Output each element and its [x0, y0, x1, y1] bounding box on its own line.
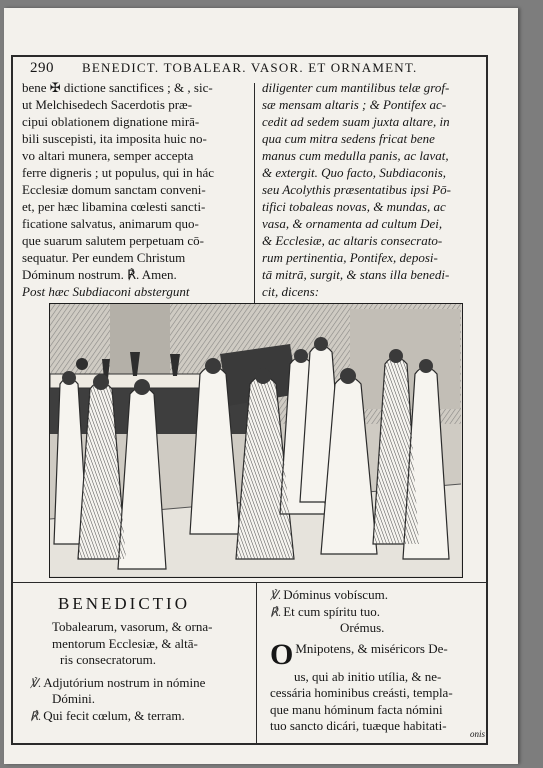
versicle-line: Dómini. — [52, 691, 95, 706]
text-line: que suarum salutem perpetuam cō- — [22, 233, 204, 248]
section-heading: BENEDICTIO — [58, 594, 190, 613]
oremus-line: Orémus. — [340, 620, 385, 635]
text-line: et, per hæc libamina cœlesti sancti- — [22, 199, 206, 214]
response-line: ℟. Qui fecit cœlum, & terram. — [30, 707, 185, 723]
versicle-mark: ℣. — [270, 588, 282, 602]
benedictio-right-column — [270, 587, 453, 735]
text-line: ut Melchisedech Sacerdotis præ- — [22, 97, 193, 112]
rubric-line: cit, dicens: — [262, 284, 320, 299]
text-line: cipui oblationem dignatione mirā- — [22, 114, 200, 129]
rubric-line: cedit ad sedem suam juxta altare, in — [262, 114, 450, 129]
drop-cap: O — [270, 637, 294, 671]
section-divider — [11, 582, 488, 583]
text-line: bili suscepisti, ita imposita huic no- — [22, 131, 207, 146]
rubric-line: & extergit. Quo facto, Subdiaconis, — [262, 165, 447, 180]
right-text-column — [262, 79, 484, 300]
prayer-line: us, qui ab initio utília, & ne- — [294, 668, 442, 684]
text-line: Ecclesiæ domum sanctam conveni- — [22, 182, 206, 197]
response-line: ℟. Et cum spíritu tuo. — [270, 603, 380, 619]
page-number: 290 — [30, 60, 54, 76]
text-line: vo altari munera, semper accepta — [22, 148, 194, 163]
text-line: ferre digneris ; ut populus, qui in hác — [22, 165, 215, 180]
versicle-mark: ℣. — [30, 675, 42, 690]
subtitle-line: ris consecratorum. — [60, 652, 157, 667]
prayer-line: tuo sancto dicári, tuæque habitati- — [270, 718, 447, 733]
rubric-line: sæ mensam altaris ; & Pontifex ac- — [262, 97, 447, 112]
rubric-line: qua cum mitra sedens fricat bene — [262, 131, 435, 146]
text-line: bene ✠ dictione sanctifices ; & , sic- — [22, 80, 213, 95]
column-divider — [254, 83, 255, 303]
engraving-illustration — [49, 303, 463, 578]
rubric-line: seu Acolythis præsentatibus ipsi Pō- — [262, 182, 451, 197]
left-text-column — [22, 79, 250, 300]
rubric-line: rum pertinentia, Pontifex, deposi- — [262, 250, 438, 265]
versicle-line: ℣. Dóminus vobíscum. — [270, 587, 388, 602]
versicle-line: ℣. Adjutórium nostrum in nómine — [30, 674, 206, 690]
rubric-line: & Ecclesiæ, ac altaris consecrato- — [262, 233, 443, 248]
rubric-line: vasa, & ornamenta ad cultum Dei, — [262, 216, 443, 231]
subtitle-line: mentorum Ecclesiæ, & altā- — [52, 635, 198, 651]
text-line: ficatione salvatus, animarum quo- — [22, 216, 199, 231]
catchword: onis — [470, 729, 486, 739]
column-divider — [256, 583, 257, 743]
text-line: Dóminum nostrum. ℟. Amen. — [22, 267, 177, 282]
response-mark: ℟. — [30, 708, 42, 723]
rubric-line: tifici tobaleas novas, & mundas, ac — [262, 199, 446, 214]
response-mark: ℟. — [270, 604, 282, 619]
rubric-line: tā mitrā, surgit, & stans illa benedi- — [262, 267, 450, 282]
benedictio-left-column — [30, 619, 212, 724]
rubric-line: diligenter cum mantilibus telæ grof- — [262, 80, 450, 95]
prayer-line: O Mnipotens, & miséricors De- — [270, 637, 448, 671]
running-head: BENEDICT. TOBALEAR. VASOR. ET ORNAMENT. — [82, 60, 418, 75]
prayer-line: que manu hóminum facta nómini — [270, 701, 443, 717]
prayer-line: cessária hominibus creásti, templa- — [270, 685, 453, 700]
rubric-line: Post hæc Subdiaconi abstergunt — [22, 284, 190, 299]
rubric-line: manus cum medulla panis, ac lavat, — [262, 148, 449, 163]
text-line: sequatur. Per eundem Christum — [22, 250, 186, 265]
subtitle-line: Tobalearum, vasorum, & orna- — [52, 619, 213, 634]
